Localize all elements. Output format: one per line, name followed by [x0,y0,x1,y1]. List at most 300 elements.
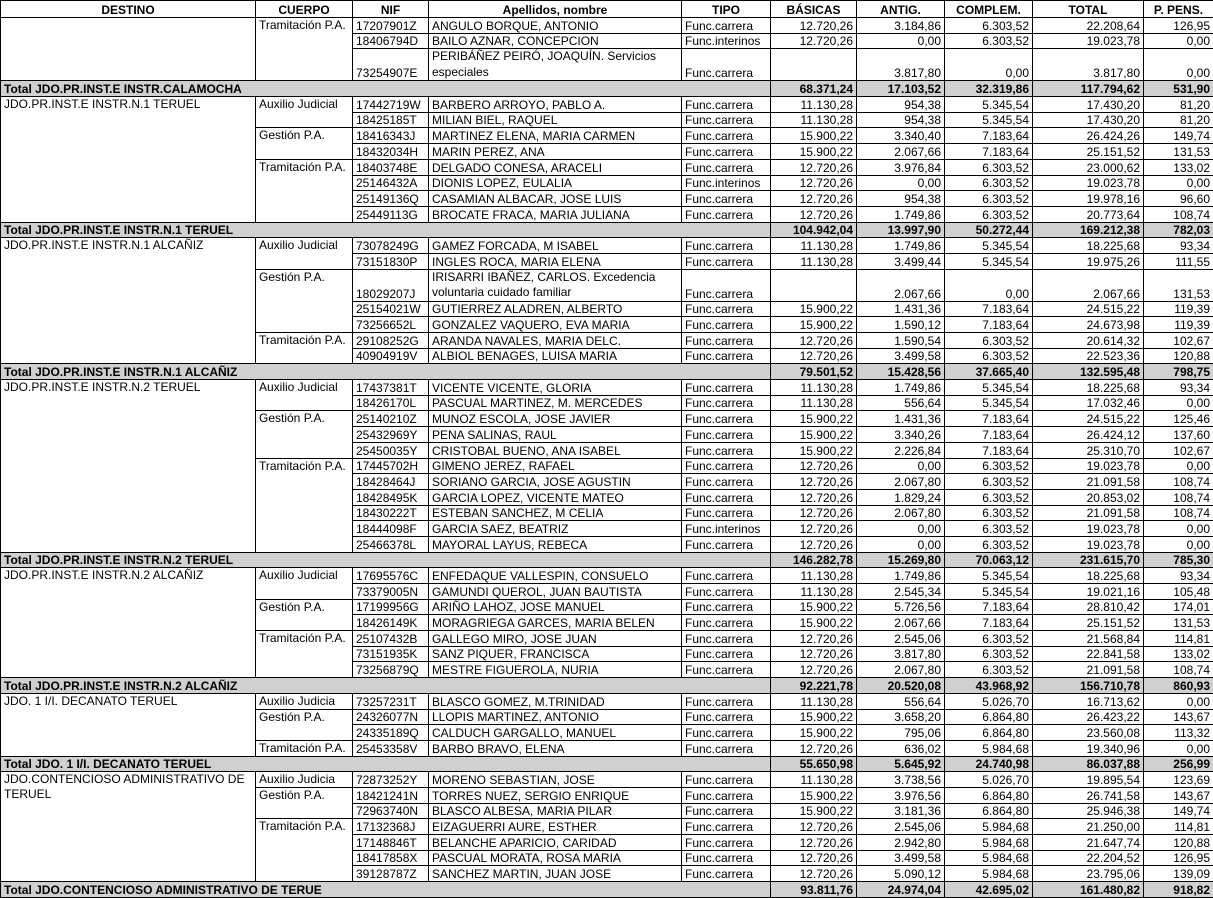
total-row [1,882,1213,898]
name-cell: PENA SALINAS, RAUL [429,427,682,443]
ppens-cell: 108,74 [1144,505,1213,521]
ppens-cell: 0,00 [1144,521,1213,537]
ppens-cell: 0,00 [1144,49,1213,81]
cuerpo-cell: Gestión P.A. [256,787,353,818]
name-cell: ARANDA NAVALES, MARIA DELC. [429,333,682,349]
nif-cell: 73257231T [353,693,429,709]
total-cell: 25.151,52 [1033,144,1144,160]
basicas-cell: 15.900,22 [771,144,857,160]
total-basicas-cell: 79.501,52 [771,364,857,380]
total-cell: 19.023,78 [1033,33,1144,49]
basicas-cell: 15.900,22 [771,725,857,741]
cuerpo-cell: Auxilio Judicial [256,97,353,128]
total-label: Total JDO.PR.INST.E INSTR.CALAMOCHA [1,81,771,97]
antig-cell: 556,64 [857,693,945,709]
complem-cell: 6.303,52 [945,191,1033,207]
total-row [1,222,1213,238]
total-basicas-cell: 68.371,24 [771,81,857,97]
table-row [1,380,1213,396]
basicas-cell: 11.130,28 [771,253,857,269]
basicas-cell: 15.900,22 [771,787,857,803]
name-cell: MORENO SEBASTIAN, JOSE [429,772,682,788]
complem-cell: 7.183,64 [945,301,1033,317]
header-tipo: TIPO [682,1,771,18]
complem-cell: 6.864,80 [945,803,1033,819]
nif-cell: 25449113G [353,206,429,222]
tipo-cell: Func.carrera [682,380,771,396]
name-cell: ESTEBAN SANCHEZ, M CELIA [429,505,682,521]
table-row [1,772,1213,788]
tipo-cell: Func.carrera [682,489,771,505]
tipo-cell: Func.carrera [682,803,771,819]
antig-cell: 2.545,06 [857,631,945,647]
basicas-cell: 11.130,28 [771,395,857,411]
name-cell: GUTIERREZ ALADREN, ALBERTO [429,301,682,317]
antig-cell: 2.067,66 [857,615,945,631]
total-cell: 18.225,68 [1033,238,1144,254]
ppens-cell: 149,74 [1144,803,1213,819]
destino-cell: JDO.CONTENCIOSO ADMINISTRATIVO DE TERUEL [1,772,256,882]
antig-cell: 5.090,12 [857,866,945,882]
ppens-cell: 0,00 [1144,175,1213,191]
tipo-cell: Func.carrera [682,238,771,254]
total-cell: 20.773,64 [1033,206,1144,222]
total-label: Total JDO.CONTENCIOSO ADMINISTRATIVO DE TERUE [1,882,771,898]
name-cell: BLASCO GOMEZ, M.TRINIDAD [429,693,682,709]
tipo-cell: Func.carrera [682,584,771,600]
ppens-cell: 143,67 [1144,787,1213,803]
ppens-cell: 126,95 [1144,18,1213,34]
complem-cell: 6.303,52 [945,489,1033,505]
tipo-cell: Func.carrera [682,740,771,756]
name-cell: EIZAGUERRI AURE, ESTHER [429,819,682,835]
complem-cell: 7.183,64 [945,317,1033,333]
name-cell: VICENTE VICENTE, GLORIA [429,380,682,396]
nif-cell: 25146432A [353,175,429,191]
name-cell: GIMENO JEREZ, RAFAEL [429,458,682,474]
total-cell: 28.810,42 [1033,599,1144,615]
ppens-cell: 108,74 [1144,474,1213,490]
ppens-cell: 125,46 [1144,411,1213,427]
ppens-cell: 81,20 [1144,97,1213,113]
total-complem-cell: 32.319,86 [945,81,1033,97]
tipo-cell: Func.carrera [682,317,771,333]
tipo-cell: Func.carrera [682,269,771,301]
tipo-cell: Func.carrera [682,112,771,128]
name-cell: MUNOZ ESCOLA, JOSE JAVIER [429,411,682,427]
nif-cell: 18428464J [353,474,429,490]
total-cell: 21.091,58 [1033,505,1144,521]
basicas-cell: 12.720,26 [771,521,857,537]
complem-cell: 5.345,54 [945,112,1033,128]
total-cell: 23.795,06 [1033,866,1144,882]
basicas-cell [771,269,857,301]
name-cell: CASAMIAN ALBACAR, JOSE LUIS [429,191,682,207]
tipo-cell: Func.carrera [682,835,771,851]
total-basicas-cell: 92.221,78 [771,678,857,694]
nif-cell: 73078249G [353,238,429,254]
basicas-cell: 12.720,26 [771,474,857,490]
ppens-cell: 0,00 [1144,395,1213,411]
tipo-cell: Func.carrera [682,819,771,835]
antig-cell: 954,38 [857,191,945,207]
antig-cell: 0,00 [857,33,945,49]
nif-cell: 17207901Z [353,18,429,34]
ppens-cell: 119,39 [1144,301,1213,317]
total-cell: 20.614,32 [1033,333,1144,349]
nif-cell: 18416343J [353,128,429,144]
ppens-cell: 0,00 [1144,693,1213,709]
tipo-cell: Func.carrera [682,97,771,113]
nif-cell: 72873252Y [353,772,429,788]
total-label: Total JDO.PR.INST.E INSTR.N.2 ALCAÑIZ [1,678,771,694]
ppens-cell: 113,32 [1144,725,1213,741]
antig-cell: 795,06 [857,725,945,741]
complem-cell: 5.026,70 [945,693,1033,709]
name-cell: BAILO AZNAR, CONCEPCION [429,33,682,49]
cuerpo-cell: Gestión P.A. [256,411,353,458]
name-cell: PERIBÁÑEZ PEIRÓ, JOAQUÍN. Servicios especiales [429,49,682,81]
tipo-cell: Func.carrera [682,348,771,364]
nif-cell: 18432034H [353,144,429,160]
total-complem-cell: 37.665,40 [945,364,1033,380]
antig-cell: 2.067,80 [857,662,945,678]
total-complem-cell: 42.695,02 [945,882,1033,898]
basicas-cell: 12.720,26 [771,458,857,474]
total-cell: 17.430,20 [1033,112,1144,128]
complem-cell: 5.984,68 [945,835,1033,851]
nif-cell: 18029207J [353,269,429,301]
table-row [1,568,1213,584]
antig-cell: 1.749,86 [857,568,945,584]
total-complem-cell: 43.968,92 [945,678,1033,694]
name-cell: TORRES NUEZ, SERGIO ENRIQUE [429,787,682,803]
nif-cell: 18430222T [353,505,429,521]
total-cell: 21.568,84 [1033,631,1144,647]
antig-cell: 1.749,86 [857,380,945,396]
total-row [1,81,1213,97]
antig-cell: 3.658,20 [857,709,945,725]
total-cell: 23.560,08 [1033,725,1144,741]
total-row [1,364,1213,380]
total-cell: 19.021,16 [1033,584,1144,600]
basicas-cell: 12.720,26 [771,33,857,49]
nif-cell: 25140210Z [353,411,429,427]
cuerpo-cell: Gestión P.A. [256,128,353,159]
antig-cell: 0,00 [857,521,945,537]
complem-cell: 6.303,52 [945,159,1033,175]
complem-cell: 5.345,54 [945,395,1033,411]
name-cell: MILIAN BIEL, RAQUEL [429,112,682,128]
total-basicas-cell: 55.650,98 [771,756,857,772]
name-cell: BARBERO ARROYO, PABLO A. [429,97,682,113]
nif-cell: 73254907E [353,49,429,81]
basicas-cell [771,49,857,81]
antig-cell: 3.817,80 [857,646,945,662]
name-cell: GARCIA SAEZ, BEATRIZ [429,521,682,537]
antig-cell: 1.431,36 [857,301,945,317]
nif-cell: 25107432B [353,631,429,647]
basicas-cell: 15.900,22 [771,301,857,317]
nif-cell: 73151935K [353,646,429,662]
antig-cell: 2.067,66 [857,144,945,160]
name-cell: BELANCHE APARICIO, CARIDAD [429,835,682,851]
nif-cell: 40904919V [353,348,429,364]
total-cell: 23.000,62 [1033,159,1144,175]
ppens-cell: 0,00 [1144,458,1213,474]
total-basicas-cell: 146.282,78 [771,552,857,568]
complem-cell: 0,00 [945,49,1033,81]
nif-cell: 39128787Z [353,866,429,882]
complem-cell: 6.303,52 [945,348,1033,364]
tipo-cell: Func.carrera [682,474,771,490]
ppens-cell: 102,67 [1144,333,1213,349]
total-cell: 19.895,54 [1033,772,1144,788]
complem-cell: 5.345,54 [945,584,1033,600]
antig-cell: 1.829,24 [857,489,945,505]
nif-cell: 17695576C [353,568,429,584]
basicas-cell: 12.720,26 [771,662,857,678]
nif-cell: 18426170L [353,395,429,411]
name-cell: MARIN PEREZ, ANA [429,144,682,160]
total-antig-cell: 24.974,04 [857,882,945,898]
total-cell: 21.250,00 [1033,819,1144,835]
complem-cell: 5.345,54 [945,97,1033,113]
nif-cell: 25432969Y [353,427,429,443]
total-row [1,678,1213,694]
name-cell: GAMEZ FORCADA, M ISABEL [429,238,682,254]
complem-cell: 6.303,52 [945,474,1033,490]
name-cell: ENFEDAQUE VALLESPIN, CONSUELO [429,568,682,584]
ppens-cell: 123,69 [1144,772,1213,788]
tipo-cell: Func.interinos [682,175,771,191]
complem-cell: 6.303,52 [945,33,1033,49]
ppens-cell: 133,02 [1144,159,1213,175]
antig-cell: 2.067,80 [857,474,945,490]
nif-cell: 18406794D [353,33,429,49]
name-cell: LLOPIS MARTINEZ, ANTONIO [429,709,682,725]
total-cell: 2.067,66 [1033,269,1144,301]
total-cell: 26.424,26 [1033,128,1144,144]
ppens-cell: 131,53 [1144,615,1213,631]
total-cell: 22.204,52 [1033,850,1144,866]
basicas-cell: 15.900,22 [771,615,857,631]
nif-cell: 72963740N [353,803,429,819]
name-cell: CRISTOBAL BUENO, ANA ISABEL [429,442,682,458]
total-row [1,756,1213,772]
ppens-cell: 0,00 [1144,33,1213,49]
complem-cell: 5.984,68 [945,819,1033,835]
ppens-cell: 102,67 [1144,442,1213,458]
total-ppens-cell: 785,30 [1144,552,1213,568]
basicas-cell: 12.720,26 [771,18,857,34]
total-cell: 20.853,02 [1033,489,1144,505]
name-cell: SANCHEZ MARTIN, JUAN JOSE [429,866,682,882]
nif-cell: 17148846T [353,835,429,851]
antig-cell: 1.431,36 [857,411,945,427]
tipo-cell: Func.carrera [682,646,771,662]
header-p-pens: P. PENS. [1144,1,1213,18]
ppens-cell: 105,48 [1144,584,1213,600]
antig-cell: 0,00 [857,536,945,552]
ppens-cell: 0,00 [1144,740,1213,756]
antig-cell: 3.181,36 [857,803,945,819]
name-cell: MARTINEZ ELENA, MARIA CARMEN [429,128,682,144]
total-total-cell: 86.037,88 [1033,756,1144,772]
basicas-cell: 11.130,28 [771,97,857,113]
nif-cell: 25450035Y [353,442,429,458]
total-cell: 16.713,62 [1033,693,1144,709]
basicas-cell: 12.720,26 [771,206,857,222]
total-cell: 25.151,52 [1033,615,1144,631]
basicas-cell: 12.720,26 [771,333,857,349]
nif-cell: 18444098F [353,521,429,537]
header-complem: COMPLEM. [945,1,1033,18]
antig-cell: 3.499,58 [857,348,945,364]
table-row [1,693,1213,709]
basicas-cell: 12.720,26 [771,835,857,851]
total-antig-cell: 17.103,52 [857,81,945,97]
complem-cell: 7.183,64 [945,128,1033,144]
basicas-cell: 15.900,22 [771,442,857,458]
total-cell: 26.741,58 [1033,787,1144,803]
complem-cell: 5.984,68 [945,850,1033,866]
complem-cell: 5.345,54 [945,568,1033,584]
basicas-cell: 12.720,26 [771,850,857,866]
total-cell: 18.225,68 [1033,568,1144,584]
complem-cell: 6.303,52 [945,536,1033,552]
name-cell: PASCUAL MORATA, ROSA MARIA [429,850,682,866]
antig-cell: 1.590,12 [857,317,945,333]
complem-cell: 5.345,54 [945,238,1033,254]
name-cell: DIONIS LOPEZ, EULALIA [429,175,682,191]
tipo-cell: Func.carrera [682,427,771,443]
antig-cell: 2.942,80 [857,835,945,851]
total-total-cell: 161.480,82 [1033,882,1144,898]
tipo-cell: Func.carrera [682,458,771,474]
total-cell: 22.523,36 [1033,348,1144,364]
name-cell: DELGADO CONESA, ARACELI [429,159,682,175]
nif-cell: 73256879Q [353,662,429,678]
antig-cell: 2.545,06 [857,819,945,835]
cuerpo-cell: Auxilio Judicia [256,772,353,788]
destino-cell [1,18,256,81]
nif-cell: 17445702H [353,458,429,474]
complem-cell: 6.303,52 [945,206,1033,222]
antig-cell: 2.067,80 [857,505,945,521]
total-cell: 25.310,70 [1033,442,1144,458]
basicas-cell: 11.130,28 [771,693,857,709]
basicas-cell: 15.900,22 [771,599,857,615]
header-destino: DESTINO [1,1,256,18]
nif-cell: 18425185T [353,112,429,128]
destino-cell: JDO.PR.INST.E INSTR.N.1 TERUEL [1,97,256,223]
ppens-cell: 114,81 [1144,819,1213,835]
antig-cell: 3.499,58 [857,850,945,866]
antig-cell: 5.726,56 [857,599,945,615]
name-cell: CALDUCH GARGALLO, MANUEL [429,725,682,741]
nif-cell: 25149136Q [353,191,429,207]
total-total-cell: 117.794,62 [1033,81,1144,97]
total-label: Total JDO.PR.INST.E INSTR.N.2 TERUEL [1,552,771,568]
total-antig-cell: 20.520,08 [857,678,945,694]
nif-cell: 18428495K [353,489,429,505]
basicas-cell: 11.130,28 [771,238,857,254]
header-row [1,1,1213,18]
total-cell: 17.430,20 [1033,97,1144,113]
basicas-cell: 15.900,22 [771,427,857,443]
complem-cell: 7.183,64 [945,615,1033,631]
nif-cell: 18421241N [353,787,429,803]
ppens-cell: 174,01 [1144,599,1213,615]
total-total-cell: 132.595,48 [1033,364,1144,380]
name-cell: GONZALEZ VAQUERO, EVA MARIA [429,317,682,333]
total-antig-cell: 5.645,92 [857,756,945,772]
cuerpo-cell: Auxilio Judicial [256,568,353,599]
antig-cell: 1.749,86 [857,238,945,254]
basicas-cell: 12.720,26 [771,348,857,364]
name-cell: IRISARRI IBAÑEZ, CARLOS. Excedencia voluntaria cuidado familiar [429,269,682,301]
complem-cell: 6.303,52 [945,333,1033,349]
complem-cell: 7.183,64 [945,411,1033,427]
total-cell: 26.424,12 [1033,427,1144,443]
total-cell: 21.091,58 [1033,662,1144,678]
total-cell: 22.208,64 [1033,18,1144,34]
complem-cell: 6.303,52 [945,521,1033,537]
cuerpo-cell: Tramitación P.A. [256,333,353,364]
total-cell: 3.817,80 [1033,49,1144,81]
tipo-cell: Func.carrera [682,159,771,175]
ppens-cell: 0,00 [1144,536,1213,552]
complem-cell: 7.183,64 [945,442,1033,458]
tipo-cell: Func.carrera [682,505,771,521]
tipo-cell: Func.carrera [682,144,771,160]
basicas-cell: 15.900,22 [771,128,857,144]
total-total-cell: 156.710,78 [1033,678,1144,694]
name-cell: GARCIA LOPEZ, VICENTE MATEO [429,489,682,505]
destino-cell: JDO.PR.INST.E INSTR.N.2 TERUEL [1,380,256,553]
total-row [1,552,1213,568]
cuerpo-cell: Tramitación P.A. [256,159,353,222]
antig-cell: 954,38 [857,112,945,128]
total-complem-cell: 70.063,12 [945,552,1033,568]
tipo-cell: Func.carrera [682,850,771,866]
total-label: Total JDO.PR.INST.E INSTR.N.1 ALCAÑIZ [1,364,771,380]
total-cell: 19.023,78 [1033,458,1144,474]
basicas-cell: 12.720,26 [771,631,857,647]
complem-cell: 7.183,64 [945,427,1033,443]
basicas-cell: 12.720,26 [771,175,857,191]
nif-cell: 17437381T [353,380,429,396]
basicas-cell: 15.900,22 [771,803,857,819]
ppens-cell: 108,74 [1144,206,1213,222]
ppens-cell: 93,34 [1144,380,1213,396]
total-ppens-cell: 531,90 [1144,81,1213,97]
tipo-cell: Func.carrera [682,568,771,584]
ppens-cell: 108,74 [1144,662,1213,678]
antig-cell: 0,00 [857,458,945,474]
ppens-cell: 96,60 [1144,191,1213,207]
cuerpo-cell: Auxilio Judicial [256,380,353,411]
complem-cell: 6.303,52 [945,646,1033,662]
total-label: Total JDO. 1 I/I. DECANATO TERUEL [1,756,771,772]
ppens-cell: 143,67 [1144,709,1213,725]
tipo-cell: Func.carrera [682,442,771,458]
basicas-cell: 15.900,22 [771,709,857,725]
name-cell: ALBIOL BENAGES, LUISA MARIA [429,348,682,364]
complem-cell: 5.026,70 [945,772,1033,788]
ppens-cell: 119,39 [1144,317,1213,333]
